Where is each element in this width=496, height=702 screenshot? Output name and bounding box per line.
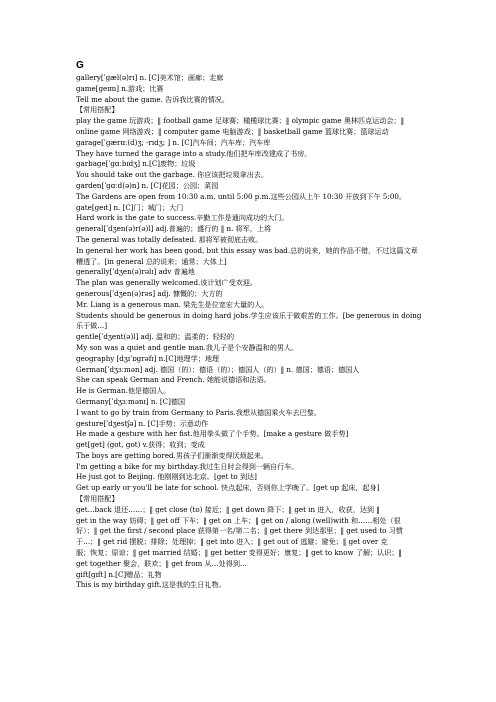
entry-line: garden[ˈɡɑːd(ə)n] n. [C]花园；公园；菜园 xyxy=(76,180,219,190)
entry-line: online game 网络游戏；‖ computer game 电脑游戏；‖ basketball game 篮球比赛；篮球运动 xyxy=(76,126,389,136)
entry-line: The boys are getting bored.男孩子们渐渐变得厌烦起来。 xyxy=(76,450,269,460)
entry-line: generally[ˈdʒen(ə)rəlɪ] adv 普遍地 xyxy=(76,267,195,277)
entry-line: You should take out the garbage. 你应该把垃圾拿出去。 xyxy=(76,170,269,180)
entry-line: 于…；‖ get rid 摆脱；排除；处理掉；‖ get into 进入；‖ get out of 逃避；避免；‖ get over 克 xyxy=(76,537,388,547)
entry-line: He made a gesture with her fist.他用拳头做了个手势。[make a gesture 做手势] xyxy=(76,429,349,439)
entry-line: 【常用搭配】 xyxy=(76,105,119,115)
entry-line: They have turned the garage into a study.他们把车库改建成了书房。 xyxy=(76,148,312,158)
entry-line: gesture[ˈdʒestʃə] n. [C]手势；示意动作 xyxy=(76,418,209,428)
entry-line: Get up early or you'll be late for school. 快点起床，否则你上学晚了。[get up 起床，起身] xyxy=(76,483,380,493)
entry-line: get together 聚会，联欢；‖ get from 从…处得到… xyxy=(76,558,248,568)
entry-line: gate[ɡeɪt] n. [C]门；城门；大门 xyxy=(76,202,184,212)
entry-line: German[ˈdʒɜːmən] adj. 德国（的）；德语（的）；德国人（的）‖ n. 德国；德语；德国人 xyxy=(76,364,360,374)
entry-line: generous[ˈdʒen(ə)rəs] adj. 慷慨的；大方的 xyxy=(76,288,223,298)
entry-line: He just got to Beijing. 他刚刚到达北京。[get to 到达] xyxy=(76,472,257,482)
entry-line: He is German.他是德国人。 xyxy=(76,386,171,396)
entry-line: She can speak German and French. 她能说德语和法语。 xyxy=(76,375,271,385)
entry-line: The general was totally defeated. 那将军被彻底击败。 xyxy=(76,234,263,244)
entry-line: geography [dʒɪˈɒɡrəfɪ] n.[C]地理学；地理 xyxy=(76,353,220,363)
entry-line: 服；恢复；原谅；‖ get married 结婚；‖ get better 变得更好；康复；‖ get to know 了解；认识；‖ xyxy=(76,548,402,558)
entry-line: get[ɡet] (got, got) v.获得；收到；变成 xyxy=(76,440,205,450)
entry-line: garage[ˈɡærɑː(d)ʒ; -rɪdʒ; ] n. [C]汽车间；汽车库；汽车库 xyxy=(76,137,271,147)
entry-line: 【常用搭配】 xyxy=(76,494,119,504)
entry-line: This is my birthday gift.这是我的生日礼物。 xyxy=(76,580,226,590)
entry-line: I'm getting a bike for my birthday.我过生日时会得到一辆自行车。 xyxy=(76,461,299,471)
entry-line: The plan was generally welcomed.该计划广受欢迎。 xyxy=(76,278,257,288)
entry-line: gift[ɡɪft] n.[C]赠品；礼物 xyxy=(76,569,162,579)
entry-line: Hard work is the gate to success.辛勤工作是通向成功的大门。 xyxy=(76,213,289,223)
entry-line: get…back 退还……；‖ get close (to) 接近；‖ get down 降下；‖ get in 进入，收获，达到 ‖ xyxy=(76,504,380,514)
entry-line: general[ˈdʒen(ə)r(ə)l] adj.普遍的；盛行的 ‖ n. 将军，上将 xyxy=(76,224,272,234)
entry-list xyxy=(76,73,444,591)
entry-line: Mr. Liang is a generous man. 梁先生是位宽宏大量的人。 xyxy=(76,299,269,309)
entry-line: 糟透了。[in general 总的说来；通常；大体上] xyxy=(76,256,227,266)
entry-line: gentle[ˈdʒent(ə)l] adj. 温和的；温柔的；轻轻的 xyxy=(76,332,235,342)
entry-line: 乐于做…] xyxy=(76,321,108,331)
entry-line: In general her work has been good, but this essay was bad.总的说来，她的作品不错，不过这篇文章 xyxy=(76,245,418,255)
entry-line: game[ɡeɪm] n.游戏；比赛 xyxy=(76,83,164,93)
entry-line: My son was a quiet and gentle man.我儿子是个安静温和的男人。 xyxy=(76,342,299,352)
entry-line: Germany[ˈdʒɜːmənɪ] n. [C]德国 xyxy=(76,396,186,406)
entry-line: gallery[ˈɡæl(ə)rɪ] n. [C]美术馆；画廊；走廊 xyxy=(76,73,224,82)
entry-line: 好）；‖ get the first / second place 获得第一名/第二名；‖ get there 到达那里；‖ get used to 习惯 xyxy=(76,526,403,536)
entry-line: get in the way 妨碍；‖ get off 下车；‖ get on 上车；‖ get on / along (well)with 和……相处（很 xyxy=(76,515,401,525)
entry-line: Students should be generous in doing hard jobs.学生应该乐于做艰苦的工作。[be generous in doing xyxy=(76,310,422,320)
section-letter: G xyxy=(76,60,84,71)
entry-line: I want to go by train from Germany to Paris.我想从德国乘火车去巴黎。 xyxy=(76,407,321,417)
entry-line: The Gardens are open from 10:30 a.m. until 5:00 p.m.这些公园从上午 10:30 开放到下午 5:00。 xyxy=(76,191,406,201)
entry-line: play the game 玩游戏；‖ football game 足球赛；橄榄球比赛；‖ olympic game 奥林匹克运动会；‖ xyxy=(76,116,405,126)
dictionary-page xyxy=(76,60,444,591)
entry-line: garbage[ˈɡɑːbɪdʒ] n.[C]废物；垃圾 xyxy=(76,159,196,169)
entry-line: Tell me about the game. 告诉我比赛的情况。 xyxy=(76,94,229,104)
